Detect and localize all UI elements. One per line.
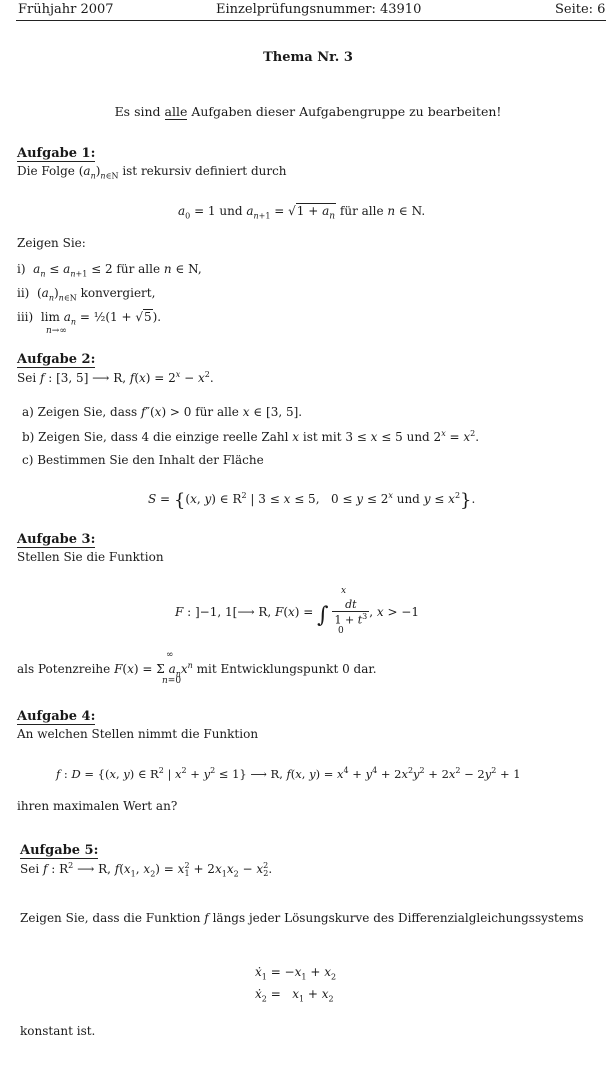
header-right: Seite: 6: [555, 2, 606, 17]
intro-underlined: alle: [164, 104, 188, 119]
task4-formula: f : D = {(x, y) ∈ $R^2$ | $x^2 + y^2 \le 1$} ⟶ R, f(x, $y) = x^4 + y^4 + 2x^2y^2 + 2x^2 - 2y^2 + 1$: [56, 766, 521, 781]
header-rule: [16, 20, 606, 21]
task4-end: ihren maximalen Wert an?: [17, 799, 178, 813]
task5-heading: Aufgabe 5:: [20, 843, 99, 858]
task1-zeigen: Zeigen Sie:: [17, 236, 86, 250]
header-center: Einzelprüfungsnummer: 43910: [216, 2, 422, 17]
task2-c: c) Bestimmen Sie den Inhalt der Fläche: [22, 453, 264, 467]
task3-series: als Potenzreihe F(x) = Σ $a_nx^n$ mit Entwicklungspunkt 0 dar.: [17, 661, 377, 679]
intro-after: Aufgaben dieser Aufgabengruppe zu bearbeiten!: [187, 104, 502, 119]
page-title: Thema Nr. 3: [263, 50, 353, 65]
task1-item-iii: iii) $\lim a_n$ = ½(1 + √5).: [17, 310, 162, 327]
task4-text: An welchen Stellen nimmt die Funktion: [17, 727, 259, 741]
task2-b: b) Zeigen Sie, dass 4 die einzige reelle Zahl x ist mit 3 ≤ x ≤ 5 und $2^x = x^2$.: [22, 429, 480, 444]
intro-line: [0, 104, 616, 120]
task1-formula: $a_0 = 1$ und $a_{n+1} = √1 + a_n$ für alle n ∈ N.: [178, 204, 426, 222]
task2-a: a) Zeigen Sie, dass f″(x) > 0 für alle x ∈ [3, 5].: [22, 405, 303, 419]
task5-end: konstant ist.: [20, 1024, 96, 1038]
task3-int-lower: 0: [338, 626, 344, 636]
task3-sum-upper: ∞: [166, 650, 174, 660]
intro-before: Es sind: [114, 104, 165, 119]
task5-text: Zeigen Sie, dass die Funktion f längs jeder Lösungskurve des Differenzialgleichungssystems: [20, 911, 584, 925]
task3-sum-lower: n=0: [162, 676, 182, 686]
task5-def: Sei f : $R^2$ ⟶ R, $f(x_1$, $x_2) = x^2_1 + 2x_1x_2 - x^2_2$.: [20, 861, 273, 879]
task1-text: Die Folge $(a_n)_{n\in N}$ ist rekursiv definiert durch: [17, 164, 287, 181]
task3-heading: Aufgabe 3:: [17, 532, 96, 547]
task1-item-ii: ii) $(a_n)_{n\in N}$ konvergiert,: [17, 286, 156, 303]
task1-lim-sub: n→∞: [46, 326, 67, 336]
task2-heading: Aufgabe 2:: [17, 352, 96, 367]
task5-eq1: ẋ$_1$ = $-x_1 + x_2$: [255, 965, 337, 982]
task3-int-upper: x: [341, 586, 347, 596]
task3-text: Stellen Sie die Funktion: [17, 550, 164, 564]
task4-heading: Aufgabe 4:: [17, 709, 96, 724]
task1-item-i: i) $a_n \le a_{n+1} \le 2$ für alle n ∈ N,: [17, 262, 202, 279]
task2-set: S = {(x, y) ∈ $R^2$ | 3 ≤ x ≤ 5, $0 \le y \le 2^x$ und $y \le x^2$}.: [148, 490, 476, 511]
task3-formula: F : ]−1, 1[⟶ R, F(x) = ∫ $\frac{dt}{1 + t^3}$ , x > −1: [175, 598, 419, 628]
task5-eq2: ẋ$_2$ = $x_1 + x_2$: [255, 987, 334, 1004]
task2-def: Sei f : [3, 5] ⟶ R, $f(x) = 2^x - x^2$.: [17, 370, 214, 385]
task1-heading: Aufgabe 1:: [17, 146, 96, 161]
header-left: Frühjahr 2007: [18, 2, 114, 17]
